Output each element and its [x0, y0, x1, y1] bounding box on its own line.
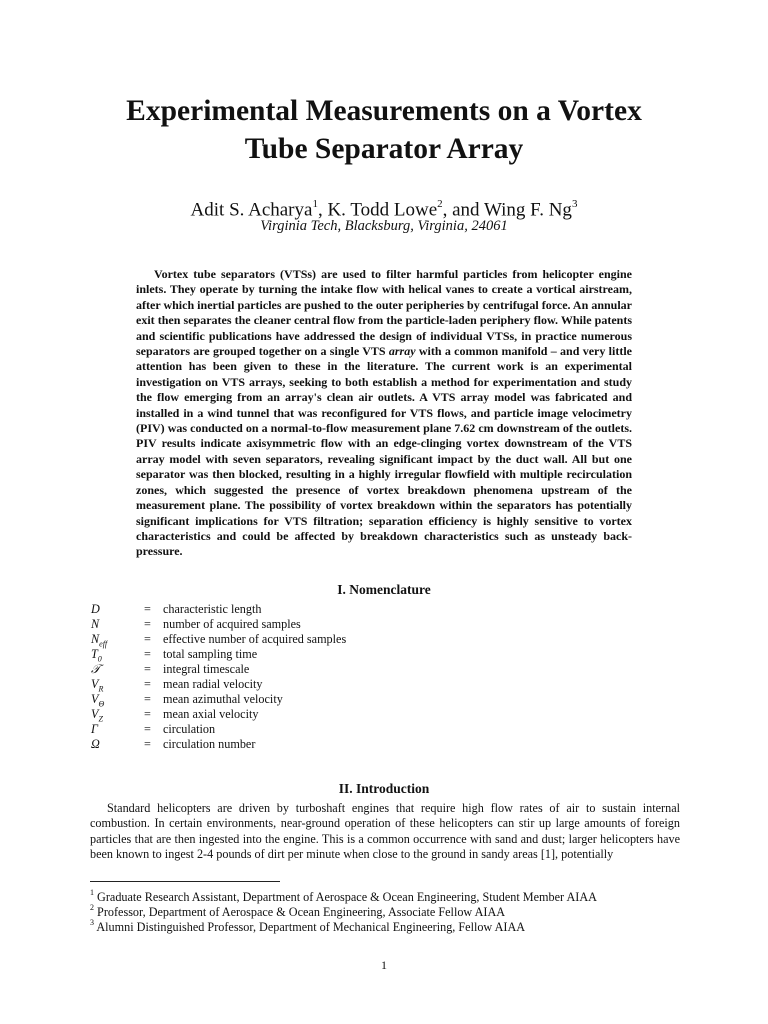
nomenclature-equals: =	[144, 692, 151, 706]
title-line-2: Tube Separator Array	[244, 133, 524, 165]
nomenclature-symbol: $V_R$	[91, 677, 104, 694]
nomenclature-equals: =	[144, 737, 151, 751]
author-footnote-mark: 2	[437, 198, 443, 210]
nomenclature-description: circulation number	[163, 737, 256, 751]
footnote-divider	[90, 881, 280, 882]
section-heading-nomenclature: I. Nomenclature	[337, 582, 431, 597]
author-footnote-mark: 1	[312, 198, 318, 210]
nomenclature-symbol: 𝒯	[91, 662, 101, 676]
nomenclature-symbol: $V_Z$	[91, 707, 103, 724]
affiliation: Virginia Tech, Blacksburg, Virginia, 24061	[260, 218, 508, 234]
nomenclature-symbol: Ω	[91, 737, 100, 751]
introduction-paragraph: Standard helicopters are driven by turboshaft engines that require high flow rates of air to sustain internal combustion. In certain environments, near-ground operation of these helicopters can stir up large amounts of foreign particles that are then ingested into the engine. This is a common occurrence with sand and dust; larger helicopters have been known to ingest 2-4 pounds of dirt per minute when close to the ground in sandy areas [1], potentially	[90, 801, 680, 862]
nomenclature-equals: =	[144, 662, 151, 676]
abstract-text: Vortex tube separators (VTSs) are used to filter harmful particles from helicopter engine inlets. They operate by turning the intake flow with helical vanes to create a vortical airstream, after which inertial particles are pushed to the outer peripheries by centrifugal force. An annular exit then separates the cleaner central flow from the particle-laden periphery flow. While patents and scientific publications have addressed the design of individual VTSs, in practice numerous separators are grouped together on a single VTS	[136, 267, 632, 359]
author-name: Wing F. Ng	[483, 199, 572, 221]
nomenclature-symbol: $T_0$	[91, 647, 102, 664]
nomenclature-symbol: $V_\Theta$	[91, 692, 105, 709]
nomenclature-description: characteristic length	[163, 602, 262, 616]
paper-title	[60, 92, 708, 168]
nomenclature-symbol: N	[91, 617, 100, 631]
nomenclature-symbol: $N_{eff}$	[91, 632, 108, 649]
author-name: K. Todd Lowe	[327, 199, 438, 221]
section-heading-introduction: II. Introduction	[338, 781, 430, 796]
footnote-number: 3	[90, 918, 94, 927]
title-line-1: Experimental Measurements on a Vortex	[126, 95, 642, 127]
nomenclature-description: mean azimuthal velocity	[163, 692, 283, 706]
nomenclature-description: effective number of acquired samples	[163, 632, 347, 646]
nomenclature-description: number of acquired samples	[163, 617, 301, 631]
footnote-number: 1	[90, 888, 94, 897]
nomenclature-equals: =	[144, 647, 151, 661]
nomenclature-description: integral timescale	[163, 662, 250, 676]
page-number: 1	[381, 958, 387, 972]
author-footnote-mark: 3	[571, 198, 578, 210]
abstract-text: with a common manifold – and very little attention has been given to these in the literature. The current work is an experimental investigation on VTS arrays, seeking to both establish a method for experimentation and study the flow emerging from an array's clean air outlets. A VTS array model was fabricated and installed in a wind tunnel that was reconfigured for VTS flows, and particle image velocimetry (PIV) was conducted on a normal-to-flow measurement plane 7.62 cm downstream of the outlets. PIV results indicate axisymmetric flow with an edge-clinging vortex downstream of the VTS array model with seven separators, revealing significant impact by the duct wall. All but one separator was then blocked, resulting in a highly irregular flowfield with multiple recirculation zones, which suggested the presence of vortex breakdown phenomena upstream of the measurement plane. The possibility of vortex breakdown within the separators has potentially significant implications for VTS filtration; separation efficiency is highly sensitive to vortex characteristics and could be affected by breakdown characteristics such as unsteady back-pressure.	[136, 344, 632, 559]
nomenclature-symbol: D	[91, 602, 100, 616]
nomenclature-description: circulation	[163, 722, 216, 736]
nomenclature-symbol: Γ	[91, 722, 98, 736]
footnote-text: Graduate Research Assistant, Department of Aerospace & Ocean Engineering, Student Member AIAA	[94, 890, 597, 905]
nomenclature-description: mean axial velocity	[163, 707, 259, 721]
nomenclature-equals: =	[144, 677, 151, 691]
footnote	[90, 916, 525, 935]
author-name: Adit S. Acharya	[190, 199, 313, 221]
footnote-text: Professor, Department of Aerospace & Ocean Engineering, Associate Fellow AIAA	[94, 905, 506, 920]
abstract	[136, 267, 632, 560]
footnote-number: 2	[90, 903, 94, 912]
nomenclature-description: total sampling time	[163, 647, 258, 661]
author-separator: , and	[442, 199, 484, 221]
nomenclature-equals: =	[144, 632, 151, 646]
author-separator: ,	[317, 199, 328, 221]
nomenclature-equals: =	[144, 707, 151, 721]
footnote-text: Alumni Distinguished Professor, Department of Mechanical Engineering, Fellow AIAA	[94, 920, 526, 935]
abstract-italic-term: array	[388, 344, 416, 359]
nomenclature-equals: =	[144, 617, 151, 631]
nomenclature-description: mean radial velocity	[163, 677, 263, 691]
nomenclature-equals: =	[144, 722, 151, 736]
nomenclature-equals: =	[144, 602, 151, 616]
